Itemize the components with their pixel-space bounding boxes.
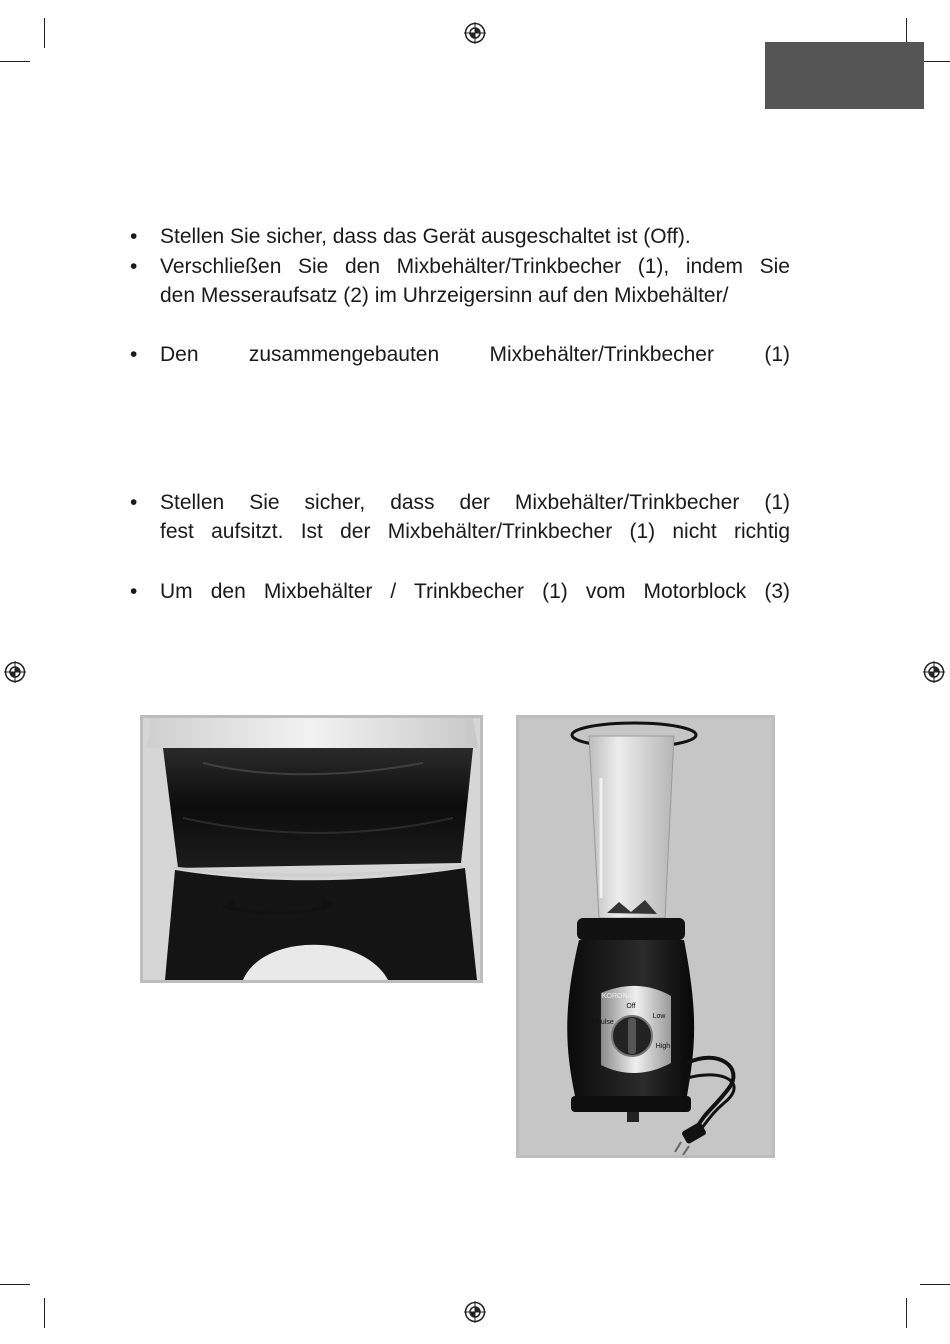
bullet-icon: • [130,255,138,278]
section-tab [765,42,924,109]
bullet-icon: • [130,580,138,603]
blender-closeup-illustration [143,718,480,980]
list-item-text: Stellen Sie sicher, dass der Mixbehälter/Trinkbecher (1) [160,491,790,514]
registration-mark-icon [4,661,26,683]
list-item-text: Verschließen Sie den Mixbehälter/Trinkbecher (1), indem Sie [160,255,790,278]
crop-mark [0,61,30,62]
crop-mark [44,1298,45,1328]
dial-label-low: Low [652,1013,666,1020]
crop-mark [906,1298,907,1328]
registration-mark-icon [464,22,486,44]
blender-illustration [519,718,772,1155]
list-item [130,340,790,370]
bullet-icon: • [130,343,138,366]
crop-mark [44,18,45,48]
list-item-text: Um den Mixbehälter / Trinkbecher (1) vom Motorblock (3) [160,580,790,603]
list-item [130,488,790,548]
registration-mark-icon [923,661,945,683]
list-item [130,577,790,607]
blender-closeup-photo [140,715,483,983]
list-item-text: Stellen Sie sicher, dass das Gerät ausgeschaltet ist (Off). [160,225,691,248]
dial-label-high: High [655,1043,671,1050]
brand-logo: KORONA [601,993,633,1000]
crop-mark [920,61,950,62]
crop-mark [920,1284,950,1285]
bullet-icon: • [130,225,138,248]
list-item-text: fest aufsitzt. Ist der Mixbehälter/Trinkbecher (1) nicht richtig [160,520,790,543]
list-item [130,222,790,252]
list-item [130,252,790,312]
list-item-text: Den zusammengebauten Mixbehälter/Trinkbecher (1) [160,343,790,366]
crop-mark [0,1284,30,1285]
blender-photo [516,715,775,1158]
bullet-icon: • [130,491,138,514]
dial-label-off: Off [626,1003,636,1010]
dial-label-pulse: Pulse [596,1019,614,1026]
list-item-text: den Messeraufsatz (2) im Uhrzeigersinn auf den Mixbehälter/ [160,284,729,307]
registration-mark-icon [464,1301,486,1323]
